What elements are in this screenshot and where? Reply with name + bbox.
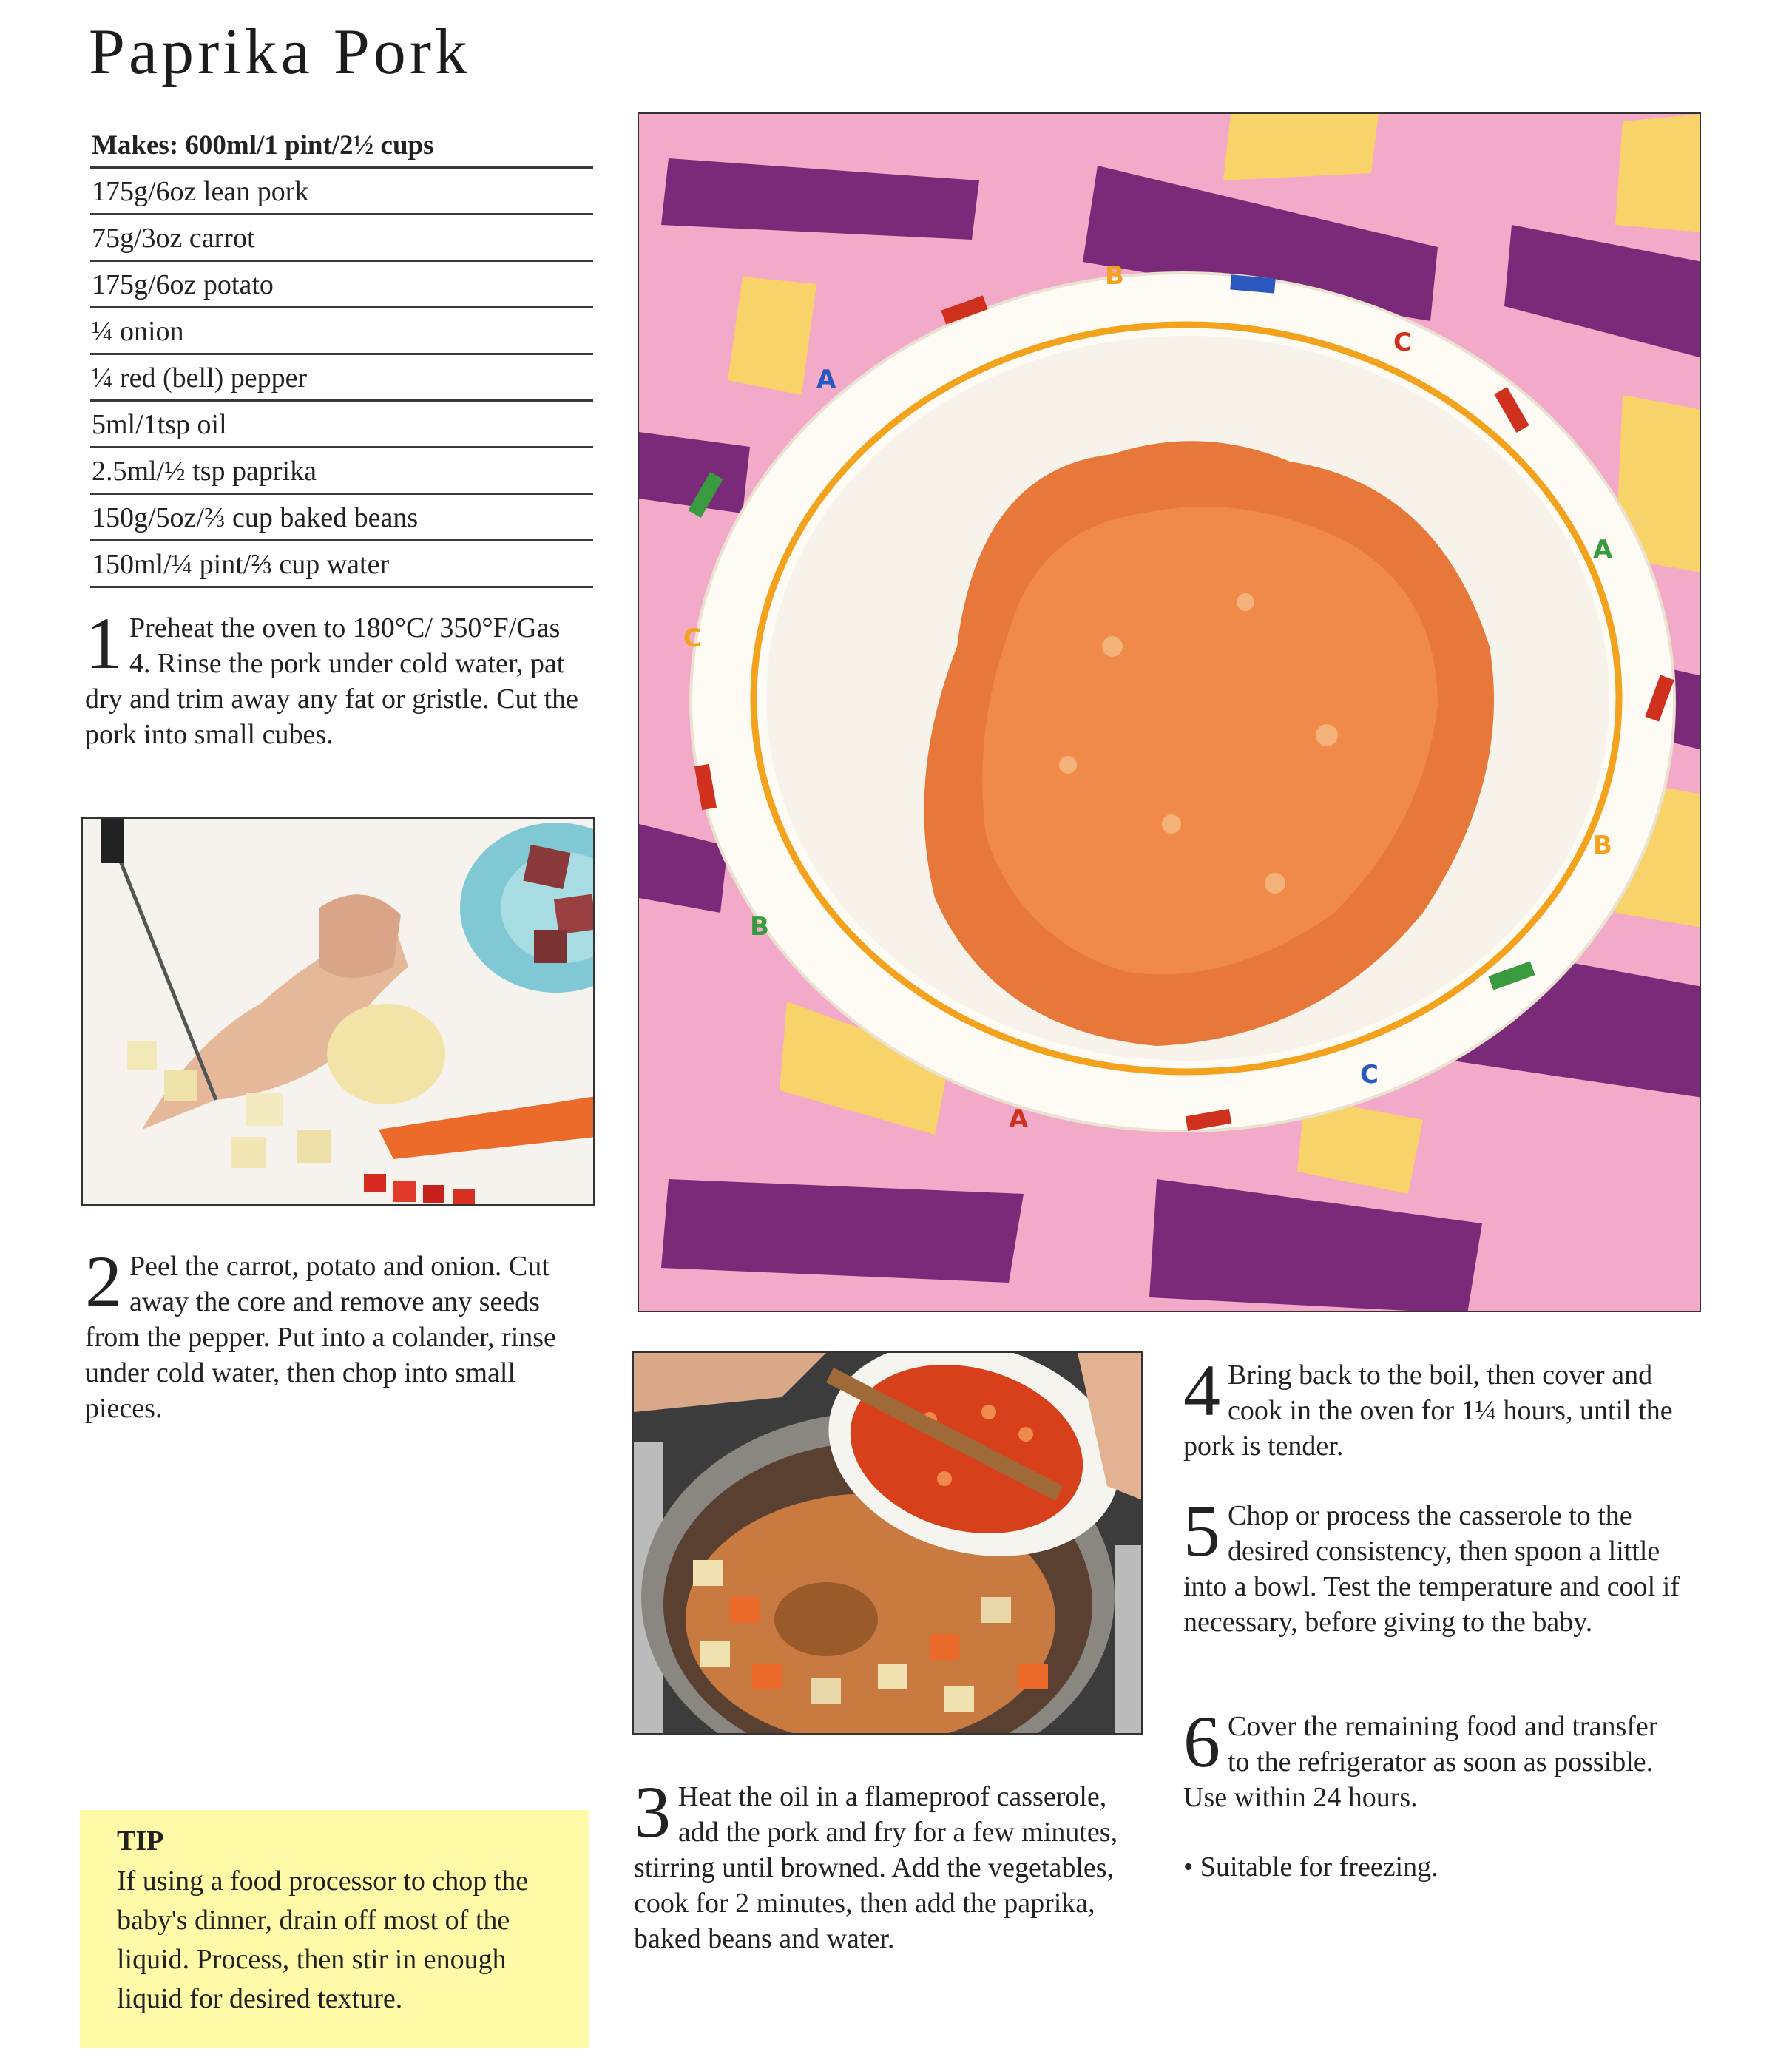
step-text: Cover the remaining food and transfer to the refrigerator as soon as possible. Use within 24 hours.	[1183, 1711, 1658, 1813]
ingredient-item: 175g/6oz lean pork	[90, 169, 593, 215]
ingredient-list	[90, 122, 593, 588]
step-number: 6	[1183, 1701, 1220, 1783]
svg-text:B: B	[1105, 261, 1124, 291]
step-1	[85, 602, 588, 752]
chopping-photo	[81, 817, 595, 1206]
svg-text:A: A	[816, 365, 836, 394]
hero-photo	[638, 112, 1701, 1312]
step-number: 5	[1183, 1490, 1220, 1572]
ingredient-item: 2.5ml/½ tsp paprika	[90, 448, 593, 495]
step-3	[634, 1771, 1137, 1956]
step-2	[85, 1240, 588, 1426]
svg-text:C: C	[1360, 1060, 1379, 1090]
step-4	[1183, 1349, 1686, 1464]
step-number: 4	[1183, 1349, 1220, 1431]
svg-text:A: A	[1009, 1104, 1029, 1134]
ingredient-item: 5ml/1tsp oil	[90, 402, 593, 448]
makes-yield: Makes: 600ml/1 pint/2½ cups	[90, 122, 593, 169]
ingredient-item: ¼ red (bell) pepper	[90, 355, 593, 402]
ingredient-item: 150g/5oz/⅔ cup baked beans	[90, 495, 593, 541]
step-text: Bring back to the boil, then cover and cook in the oven for 1¼ hours, until the pork is tender.	[1183, 1360, 1673, 1462]
step-text: Heat the oil in a flameproof casserole, add the pork and fry for a few minutes, stirring until browned. Add the vegetables, cook for 2 minutes, then add the paprika, baked beans and water.	[634, 1781, 1118, 1954]
svg-text:C: C	[1393, 328, 1412, 357]
tip-box	[80, 1810, 589, 2048]
svg-text:B: B	[750, 912, 769, 942]
tip-title: TIP	[117, 1826, 164, 1857]
step-text: Peel the carrot, potato and onion. Cut away the core and remove any seeds from the pepper. Put into a colander, rinse under cold water, then chop into small pieces.	[85, 1251, 556, 1424]
step-number: 2	[85, 1240, 122, 1323]
ingredient-item: ¼ onion	[90, 308, 593, 355]
step-text: Preheat the oven to 180°C/ 350°F/Gas 4. Rinse the pork under cold water, pat dry and trim away any fat or gristle. Cut the pork into small cubes.	[85, 612, 578, 750]
ingredient-item: 75g/3oz carrot	[90, 215, 593, 262]
step-number: 3	[634, 1771, 671, 1853]
step-6	[1183, 1701, 1686, 1815]
freezing-note: • Suitable for freezing.	[1183, 1851, 1438, 1883]
svg-text:B: B	[1593, 831, 1612, 860]
casserole-illustration	[634, 1353, 1143, 1735]
step-text: Chop or process the casserole to the desired consistency, then spoon a little into a bowl. Test the temperature and cool if necessary, before giving to the baby.	[1183, 1500, 1680, 1638]
svg-text:A: A	[1593, 535, 1613, 564]
svg-text:C: C	[683, 624, 702, 653]
bowl-illustration	[639, 114, 1701, 1312]
step-number: 1	[85, 602, 122, 684]
tip-text: If using a food processor to chop the baby's dinner, drain off most of the liquid. Process, then stir in enough liquid for desired texture.	[117, 1866, 529, 2014]
page-title: Paprika Pork	[89, 16, 472, 88]
casserole-photo	[632, 1351, 1143, 1735]
ingredient-item: 150ml/¼ pint/⅔ cup water	[90, 541, 593, 588]
step-5	[1183, 1490, 1686, 1640]
chopping-illustration	[83, 819, 595, 1206]
ingredient-item: 175g/6oz potato	[90, 262, 593, 308]
